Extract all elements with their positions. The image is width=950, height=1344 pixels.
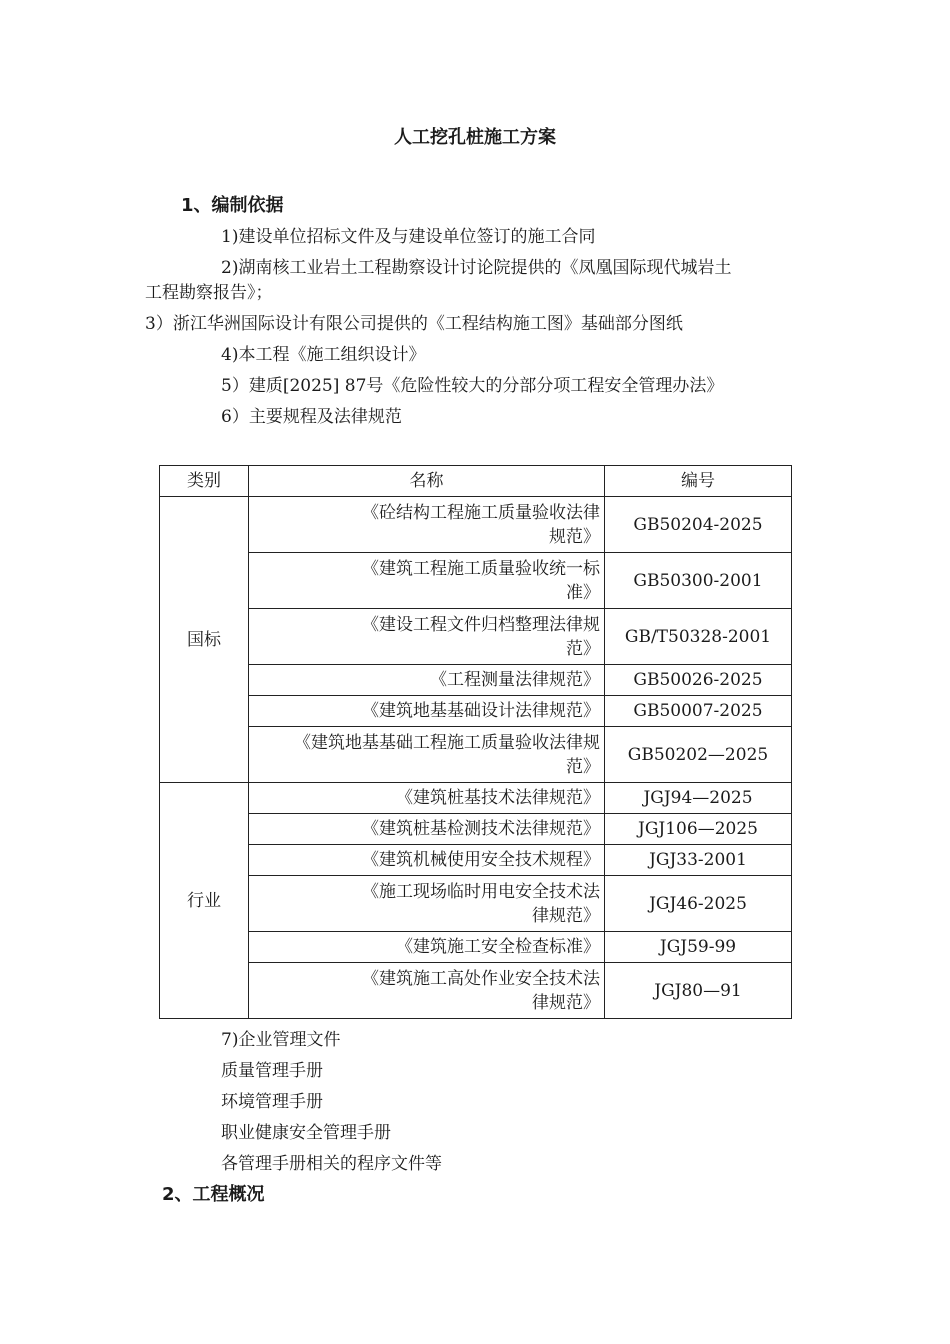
basis-item-3: 3）浙江华洲国际设计有限公司提供的《工程结构施工图》基础部分图纸 [145, 314, 683, 334]
standard-code: GB50202—2025 [605, 727, 792, 783]
standard-name: 《建筑地基基础工程施工质量验收法律规 范》 [249, 727, 605, 783]
standard-code: JGJ80—91 [605, 963, 792, 1019]
section-2-heading: 2、工程概况 [162, 1184, 265, 1205]
document-title: 人工挖孔桩施工方案 [394, 127, 556, 148]
standard-code: GB50007-2025 [605, 696, 792, 727]
category-cell: 行业 [160, 783, 249, 1019]
table-row [160, 845, 792, 876]
company-doc-procedures: 各管理手册相关的程序文件等 [221, 1154, 442, 1174]
table-row [160, 553, 792, 609]
table-header-row [160, 466, 792, 497]
table-row [160, 665, 792, 696]
standard-name: 《建筑桩基检测技术法律规范》 [249, 814, 605, 845]
table-row [160, 727, 792, 783]
standard-code: JGJ46-2025 [605, 876, 792, 932]
basis-item-4: 4)本工程《施工组织设计》 [221, 345, 426, 365]
standard-name: 《建筑机械使用安全技术规程》 [249, 845, 605, 876]
standard-code: JGJ59-99 [605, 932, 792, 963]
basis-item-2: 2)湖南核工业岩土工程勘察设计讨论院提供的《凤凰国际现代城岩土 [221, 258, 732, 278]
basis-item-7: 7)企业管理文件 [221, 1030, 341, 1050]
basis-item-2-cont: 工程勘察报告》； [145, 283, 273, 303]
header-name: 名称 [249, 466, 605, 497]
standard-name: 《建筑桩基技术法律规范》 [249, 783, 605, 814]
basis-item-6: 6）主要规程及法律规范 [221, 407, 402, 427]
standard-name: 《建筑工程施工质量验收统一标 准》 [249, 553, 605, 609]
basis-item-5: 5）建质[2025] 87号《危险性较大的分部分项工程安全管理办法》 [221, 376, 724, 396]
category-cell: 国标 [160, 497, 249, 783]
company-doc-quality: 质量管理手册 [221, 1061, 323, 1081]
table-row [160, 497, 792, 553]
table-row [160, 932, 792, 963]
header-code: 编号 [605, 466, 792, 497]
standard-name: 《建筑施工安全检查标准》 [249, 932, 605, 963]
company-doc-ohs: 职业健康安全管理手册 [221, 1123, 391, 1143]
table-row [160, 876, 792, 932]
table-row [160, 963, 792, 1019]
standard-name: 《砼结构工程施工质量验收法律 规范》 [249, 497, 605, 553]
table-row [160, 814, 792, 845]
standard-code: JGJ33-2001 [605, 845, 792, 876]
standard-code: GB50204-2025 [605, 497, 792, 553]
standard-code: GB50300-2001 [605, 553, 792, 609]
basis-item-1: 1)建设单位招标文件及与建设单位签订的施工合同 [221, 227, 596, 247]
standard-code: GB/T50328-2001 [605, 609, 792, 665]
standard-code: JGJ106—2025 [605, 814, 792, 845]
standard-name: 《建筑施工高处作业安全技术法 律规范》 [249, 963, 605, 1019]
table-row [160, 609, 792, 665]
standard-code: GB50026-2025 [605, 665, 792, 696]
standard-name: 《建筑地基基础设计法律规范》 [249, 696, 605, 727]
standard-name: 《施工现场临时用电安全技术法 律规范》 [249, 876, 605, 932]
company-doc-environment: 环境管理手册 [221, 1092, 323, 1112]
section-1-heading: 1、编制依据 [181, 195, 284, 216]
standard-code: JGJ94—2025 [605, 783, 792, 814]
standard-name: 《工程测量法律规范》 [249, 665, 605, 696]
standards-table [159, 465, 792, 1019]
table-row [160, 696, 792, 727]
header-category: 类别 [160, 466, 249, 497]
standard-name: 《建设工程文件归档整理法律规 范》 [249, 609, 605, 665]
table-row [160, 783, 792, 814]
